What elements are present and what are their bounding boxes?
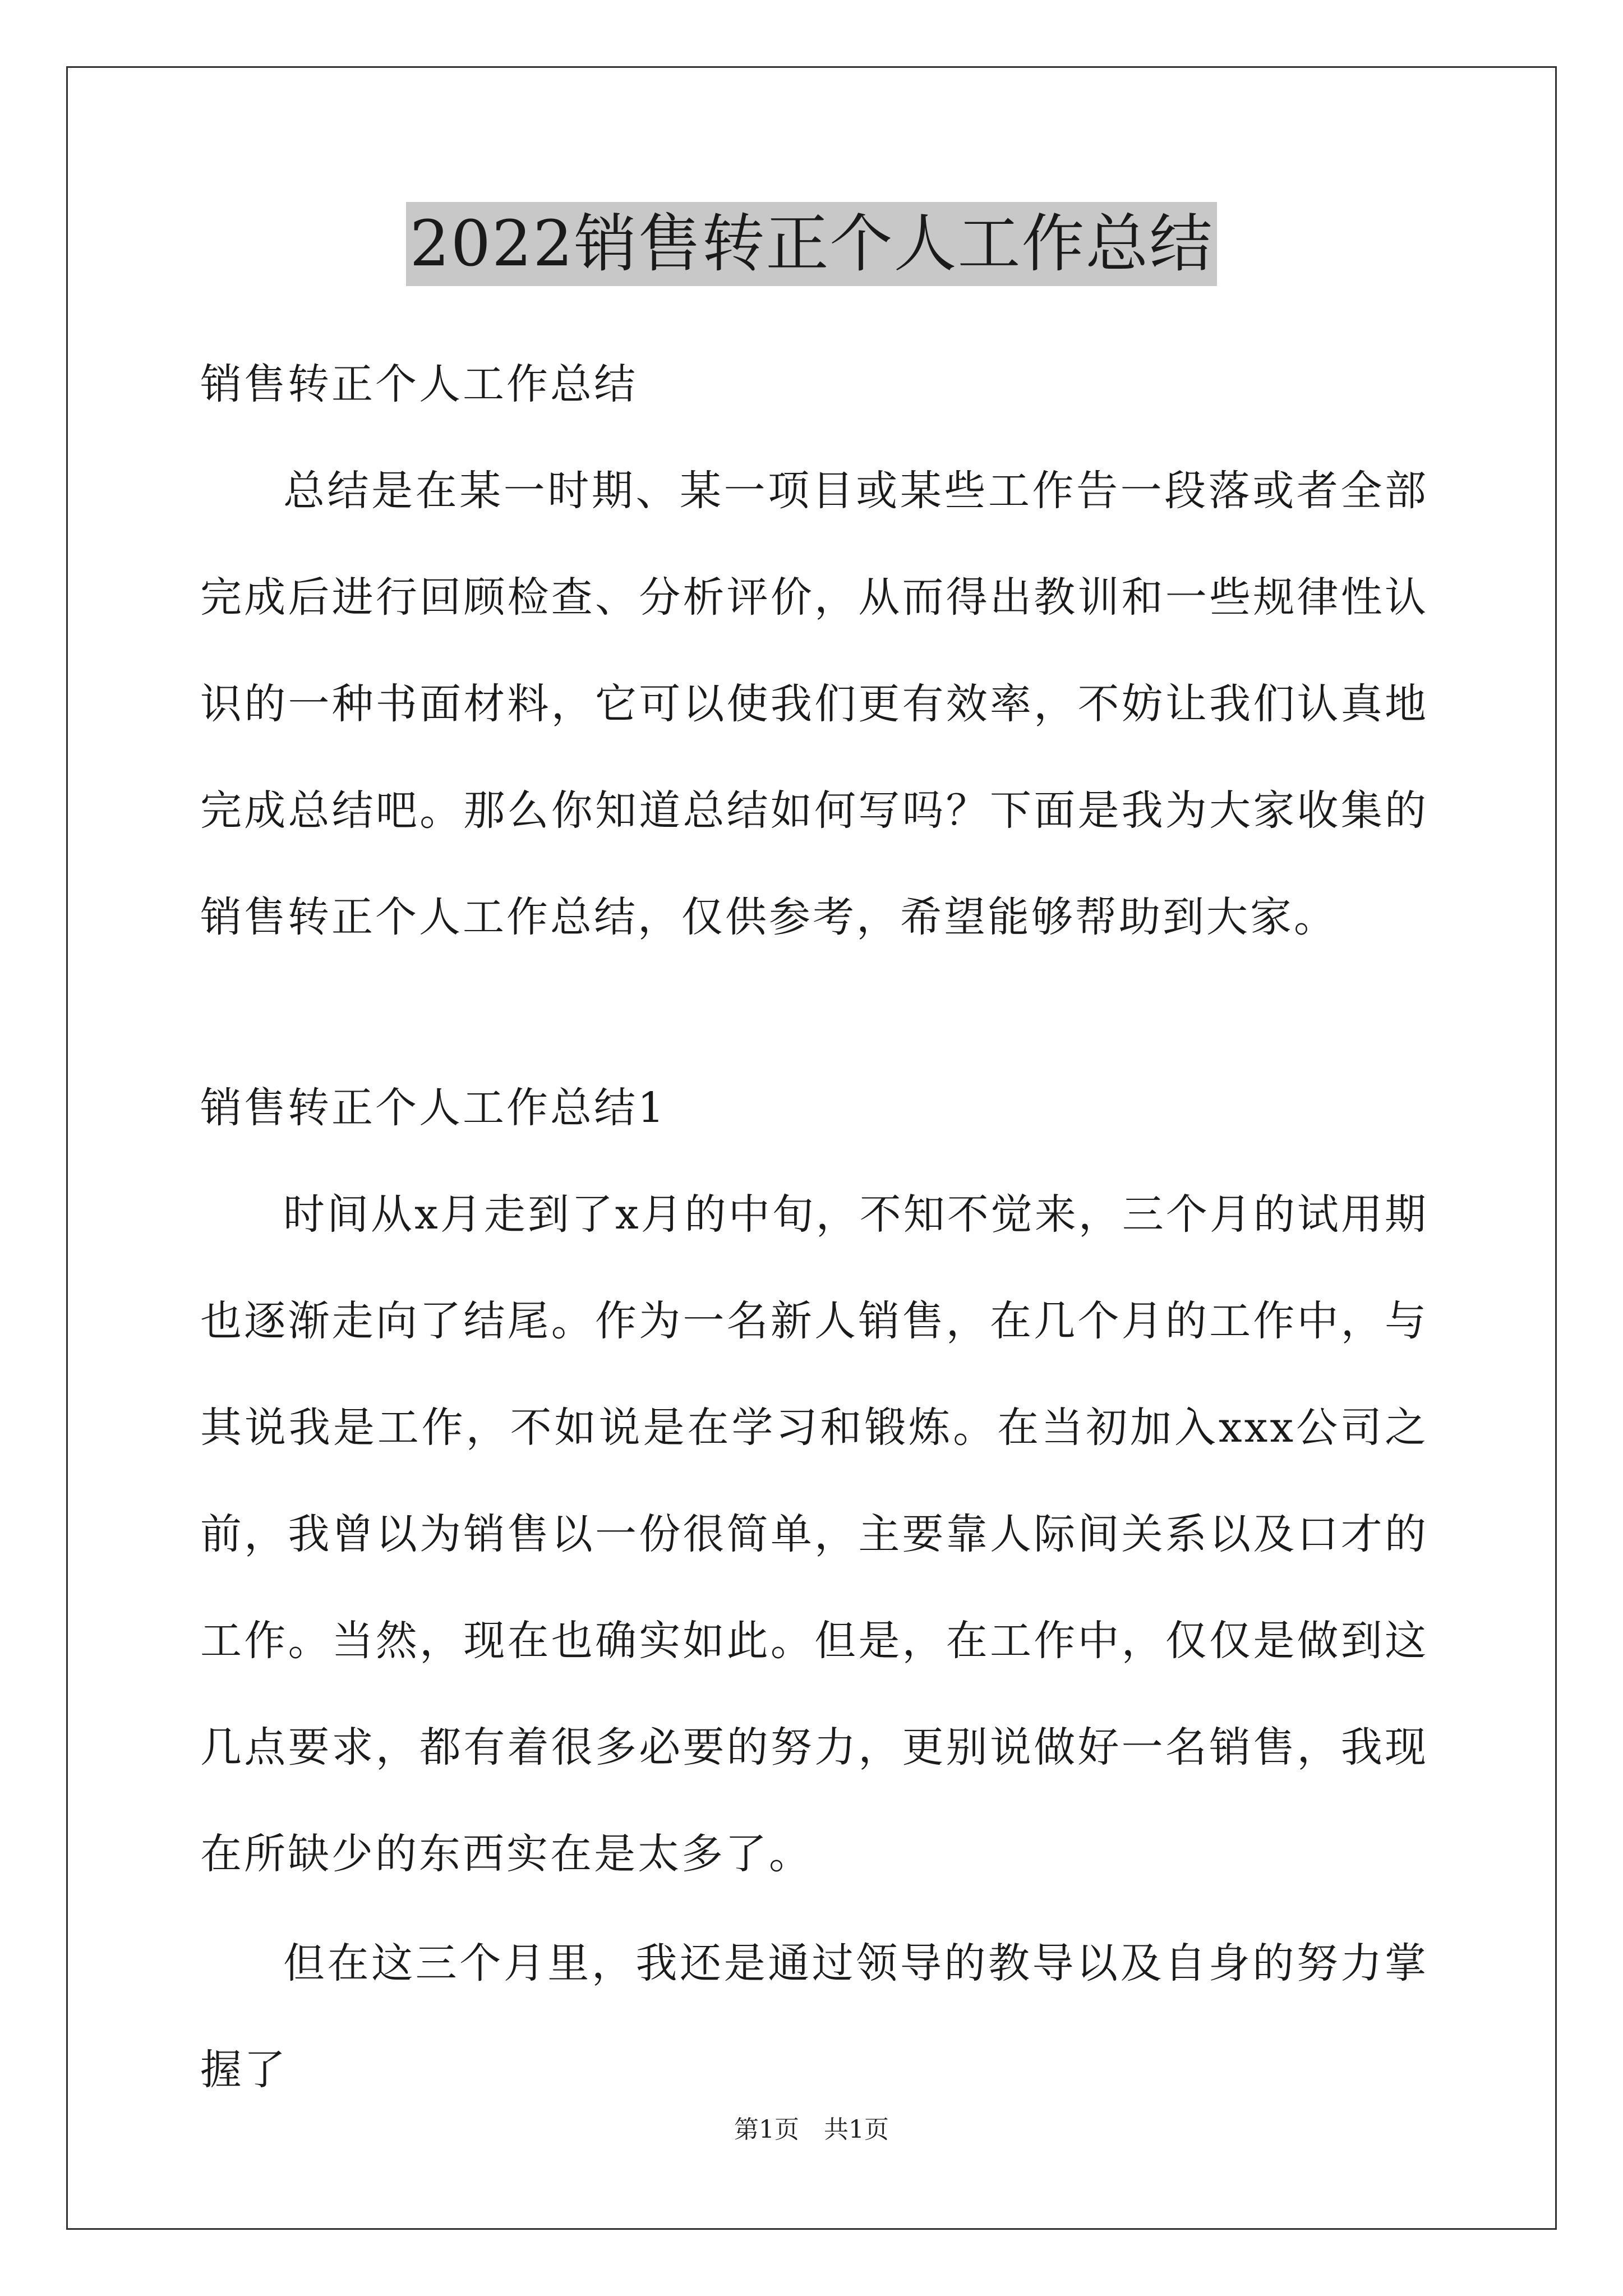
document-title: 2022销售转正个人工作总结 bbox=[406, 202, 1216, 286]
title-container bbox=[0, 202, 1623, 286]
body-paragraph-1: 时间从x月走到了x月的中旬，不知不觉来，三个月的试用期也逐渐走向了结尾。作为一名新人销售，在几个月的工作中，与其说我是工作，不如说是在学习和锻炼。在当初加入xxx公司之前，我曾以为销售以一份很简单，主要靠人际间关系以及口才的工作。当然，现在也确实如此。但是，在工作中，仅仅是做到这几点要求，都有着很多必要的努力，更别说做好一名销售，我现在所缺少的东西实在是太多了。 bbox=[200, 1190, 1428, 1878]
page-footer: 第1页 共1页 bbox=[734, 2115, 889, 2144]
body-paragraph-2: 但在这三个月里，我还是通过领导的教导以及自身的努力掌握了 bbox=[200, 1939, 1428, 2094]
document-subtitle: 销售转正个人工作总结 bbox=[200, 360, 638, 408]
intro-paragraph: 总结是在某一时期、某一项目或某些工作告一段落或者全部完成后进行回顾检查、分析评价，从而得出教训和一些规律性认识的一种书面材料，它可以使我们更有效率，不妨让我们认真地完成总结吧。那么你知道总结如何写吗？下面是我为大家收集的销售转正个人工作总结，仅供参考，希望能够帮助到大家。 bbox=[200, 467, 1428, 941]
section-heading: 销售转正个人工作总结1 bbox=[200, 1084, 667, 1132]
